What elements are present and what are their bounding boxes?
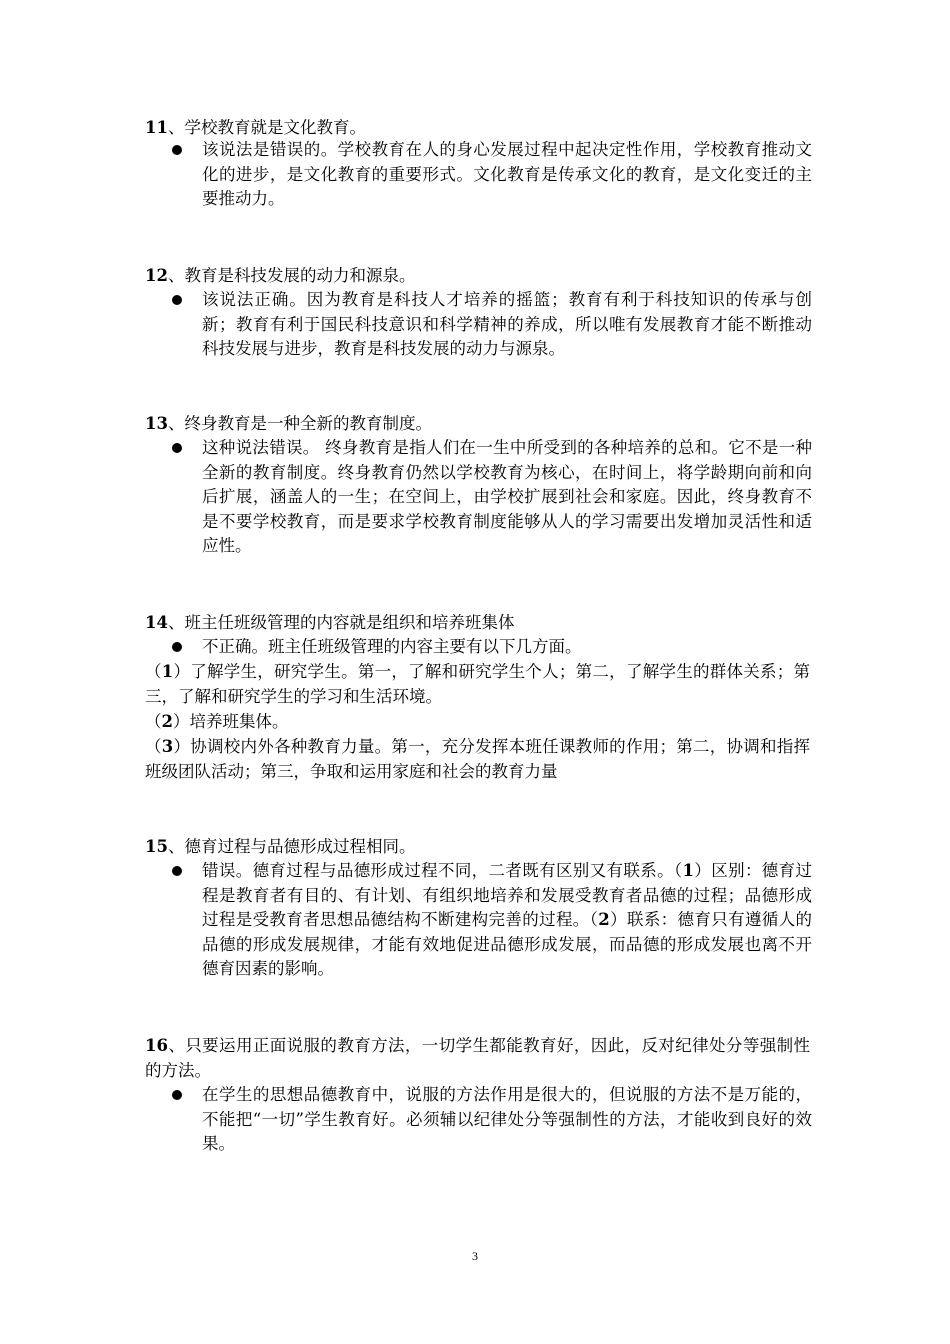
answer-text: 该说法正确。因为教育是科技人才培养的摇篮；教育有利于科技知识的传承与创新；教育有利于国民科技意识和科学精神的养成，所以唯有发展教育才能不断推动科技发展与进步，教育是科技发展的动力与源泉。 [202, 290, 812, 359]
question-number: 11 [145, 118, 168, 137]
bullet-icon [172, 295, 182, 305]
answer-text: 这种说法错误。 终身教育是指人们在一生中所受到的各种培养的总和。它不是一种全新的教育制度。终身教育仍然以学校教育为核心，在时间上，将学龄期向前和向后扩展，涵盖人的一生；在空间上，由学校扩展到社会和家庭。因此，终身教育不是不要学校教育，而是要求学校教育制度能够从人的学习需要出发增加灵活性和适应性。 [202, 438, 812, 556]
question-text: 、只要运用正面说服的教育方法，一切学生都能教育好，因此，反对纪律处分等强制性的方法。 [145, 1036, 810, 1080]
question-number: 12 [145, 266, 168, 285]
page-number: 3 [472, 1249, 478, 1263]
point-text: ）了解学生，研究学生。第一，了解和研究学生个人；第二，了解学生的群体关系；第三，了解和研究学生的学习和生活环境。 [145, 662, 811, 706]
answer-part: 错误。德育过程与品德形成过程不同，二者既有区别又有联系。（ [202, 861, 683, 880]
bullet-icon [172, 1090, 182, 1100]
paren: （ [145, 712, 162, 731]
point-text: ）协调校内外各种教育力量。第一，充分发挥本班任课教师的作用；第二，协调和指挥班级团队活动；第三，争取和运用家庭和社会的教育力量 [145, 737, 811, 781]
question-number: 13 [145, 414, 168, 433]
question-text: 、班主任班级管理的内容就是组织和培养班集体 [167, 613, 515, 632]
point-3 [145, 735, 810, 784]
question-11 [145, 116, 810, 141]
bullet-icon [172, 642, 182, 652]
point-1 [145, 660, 810, 709]
bullet-icon [172, 443, 182, 453]
paren: （ [145, 737, 162, 756]
point-number: 2 [598, 910, 610, 930]
question-text: 、德育过程与品德形成过程相同。 [167, 837, 416, 856]
question-number: 15 [145, 837, 168, 856]
answer-part: ）区别：德育过程是教育者有目的、有计划、有组织地培养和发展受教育者品德的过程；品德形成过程是受教育者思想品德结构不断建构完善的过程。（ [202, 861, 813, 930]
question-text: 、教育是科技发展的动力和源泉。 [167, 266, 416, 285]
point-number: 1 [682, 861, 695, 880]
point-number: 2 [161, 712, 173, 731]
point-number: 1 [161, 662, 174, 681]
point-2 [145, 710, 810, 735]
question-15 [145, 835, 810, 860]
question-number: 14 [145, 613, 168, 632]
answer-text [202, 859, 812, 982]
question-13 [145, 412, 810, 437]
question-text: 、学校教育就是文化教育。 [167, 118, 366, 137]
answer-text: 不正确。班主任班级管理的内容主要有以下几方面。 [202, 637, 582, 656]
question-text: 、终身教育是一种全新的教育制度。 [167, 414, 432, 433]
answer-part: ）联系：德育只有遵循人的品德的形成发展规律，才能有效地促进品德形成发展，而品德的形成发展也离不开德育因素的影响。 [202, 910, 813, 979]
question-14 [145, 611, 810, 636]
point-text: ）培养班集体。 [172, 712, 289, 731]
bullet-icon [172, 145, 182, 155]
question-number: 16 [145, 1036, 168, 1055]
answer-text: 在学生的思想品德教育中，说服的方法作用是很大的，但说服的方法不是万能的，不能把“一切”学生教育好。必须辅以纪律处分等强制性的方法，才能收到良好的效果。 [202, 1085, 812, 1154]
paren: （ [145, 662, 162, 681]
point-number: 3 [161, 737, 174, 756]
bullet-icon [172, 866, 182, 876]
question-16 [145, 1034, 810, 1083]
answer-text: 该说法是错误的。学校教育在人的身心发展过程中起决定性作用，学校教育推动文化的进步，是文化教育的重要形式。文化教育是传承文化的教育，是文化变迁的主要推动力。 [202, 140, 812, 209]
question-12 [145, 264, 810, 289]
